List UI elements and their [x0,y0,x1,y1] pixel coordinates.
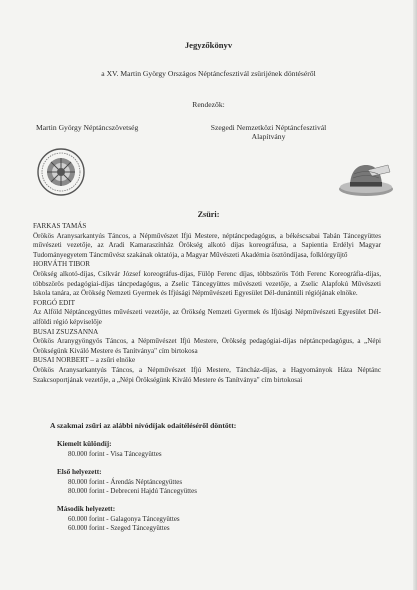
prize-heading-first: Első helyezett: [57,468,102,476]
jury-list [33,222,381,385]
jury-member-description: Az Alföld Néptáncegyüttes művészeti vezetője, az Örökség Nemzeti Gyermek és Ifjúsági Népművészeti Egyesület Dél-alföldi régió képviselője [33,308,381,326]
jury-member-description: Örökös Aranygyöngyös Táncos, a Népművészet Ifjú Mestere, Örökség pedagógiai-díjas néptáncpedagógus, a „Népi Örökségünk Kiváló Mestere és Tanítványa" cím birtokosa [33,337,381,355]
jury-member-name: HORVÁTH TIBOR [33,260,91,269]
organizer-right: Szegedi Nemzetközi Néptáncfesztivál Alapítvány [210,123,327,141]
jury-member-name: FARKAS TAMÁS [33,222,87,230]
festival-hat-logo-icon [338,160,394,198]
jury-member-description: Örökös Aranysarkantyús Táncos, a Népművészet Ifjú Mestere, néptáncpedagógus, a békéscsabai Tabán Táncegyüttes művészeti vezetője, az Aradi Kamaraszínház Örökség alkotó díjas koreográfusa, a Sapientia Erdélyi Magyar Tudományegyetem Táncművész szakának oktatója, a Magyar Művészeti Akadémia ösztöndíjasa, folklórgyűjtő [33,231,381,259]
jury-member-name: FORGÓ EDIT [33,298,75,307]
prize-line: 80.000 forint - Debreceni Hajdú Táncegyüttes [68,487,197,495]
decision-heading: A szakmai zsűri az alábbi nívódíjak odaítéléséről döntött: [50,421,237,430]
martin-gyorgy-emblem-icon [36,147,86,197]
jury-member-description: Örökös Aranysarkantyús Táncos, a Népművészet Ifjú Mestere, Táncház-díjas, a Hagyományok Háza Néptánc Szakcsoportjának vezetője, a „Népi Örökségünk Kiváló Mestere és Tanítványa" cím birtokosai [33,365,381,384]
jury-member-description: Örökség alkotó-díjas, Csíkvár József koreográfus-díjas, Fülöp Ferenc díjas, többszörös Tóth Ferenc Koreográfia-díjas, többszörös pedagógiai-díjas táncpedagógus, a Zselic Táncegyüttes művészeti vezetője, a Zselic Alapfokú Művészeti Iskola tanára, az Örökség Nemzeti Gyermek és Ifjúsági Népművészeti Egyesület Dél-dunántúli régiójának elnöke. [33,269,381,298]
document-title: Jegyzőkönyv [184,40,233,50]
organizer-left: Martin György Néptáncszövetség [36,123,139,132]
prize-line: 80.000 forint - Árendás Néptáncegyüttes [68,478,183,486]
organizers-label: Rendezők: [192,100,225,109]
jury-member-name: BUSAI NORBERT – a zsűri elnöke [33,356,136,365]
document-subtitle: a XV. Martin György Országos Néptáncfesztivál zsürijének döntéséről [101,69,316,78]
prize-line: 60.000 forint - Galagonya Táncegyüttes [68,515,180,523]
jury-heading: Zsüri: [197,210,220,219]
prize-line: 80.000 forint - Visa Táncegyüttes [68,450,162,458]
prize-heading-special: Kiemelt különdíj: [57,440,112,448]
jury-member-name: BUSAI ZSUZSANNA [33,327,99,336]
scan-edge-shadow [413,0,417,590]
prize-line: 60.000 forint - Szeged Táncegyüttes [68,524,170,532]
prize-heading-second: Második helyezett: [57,505,116,513]
